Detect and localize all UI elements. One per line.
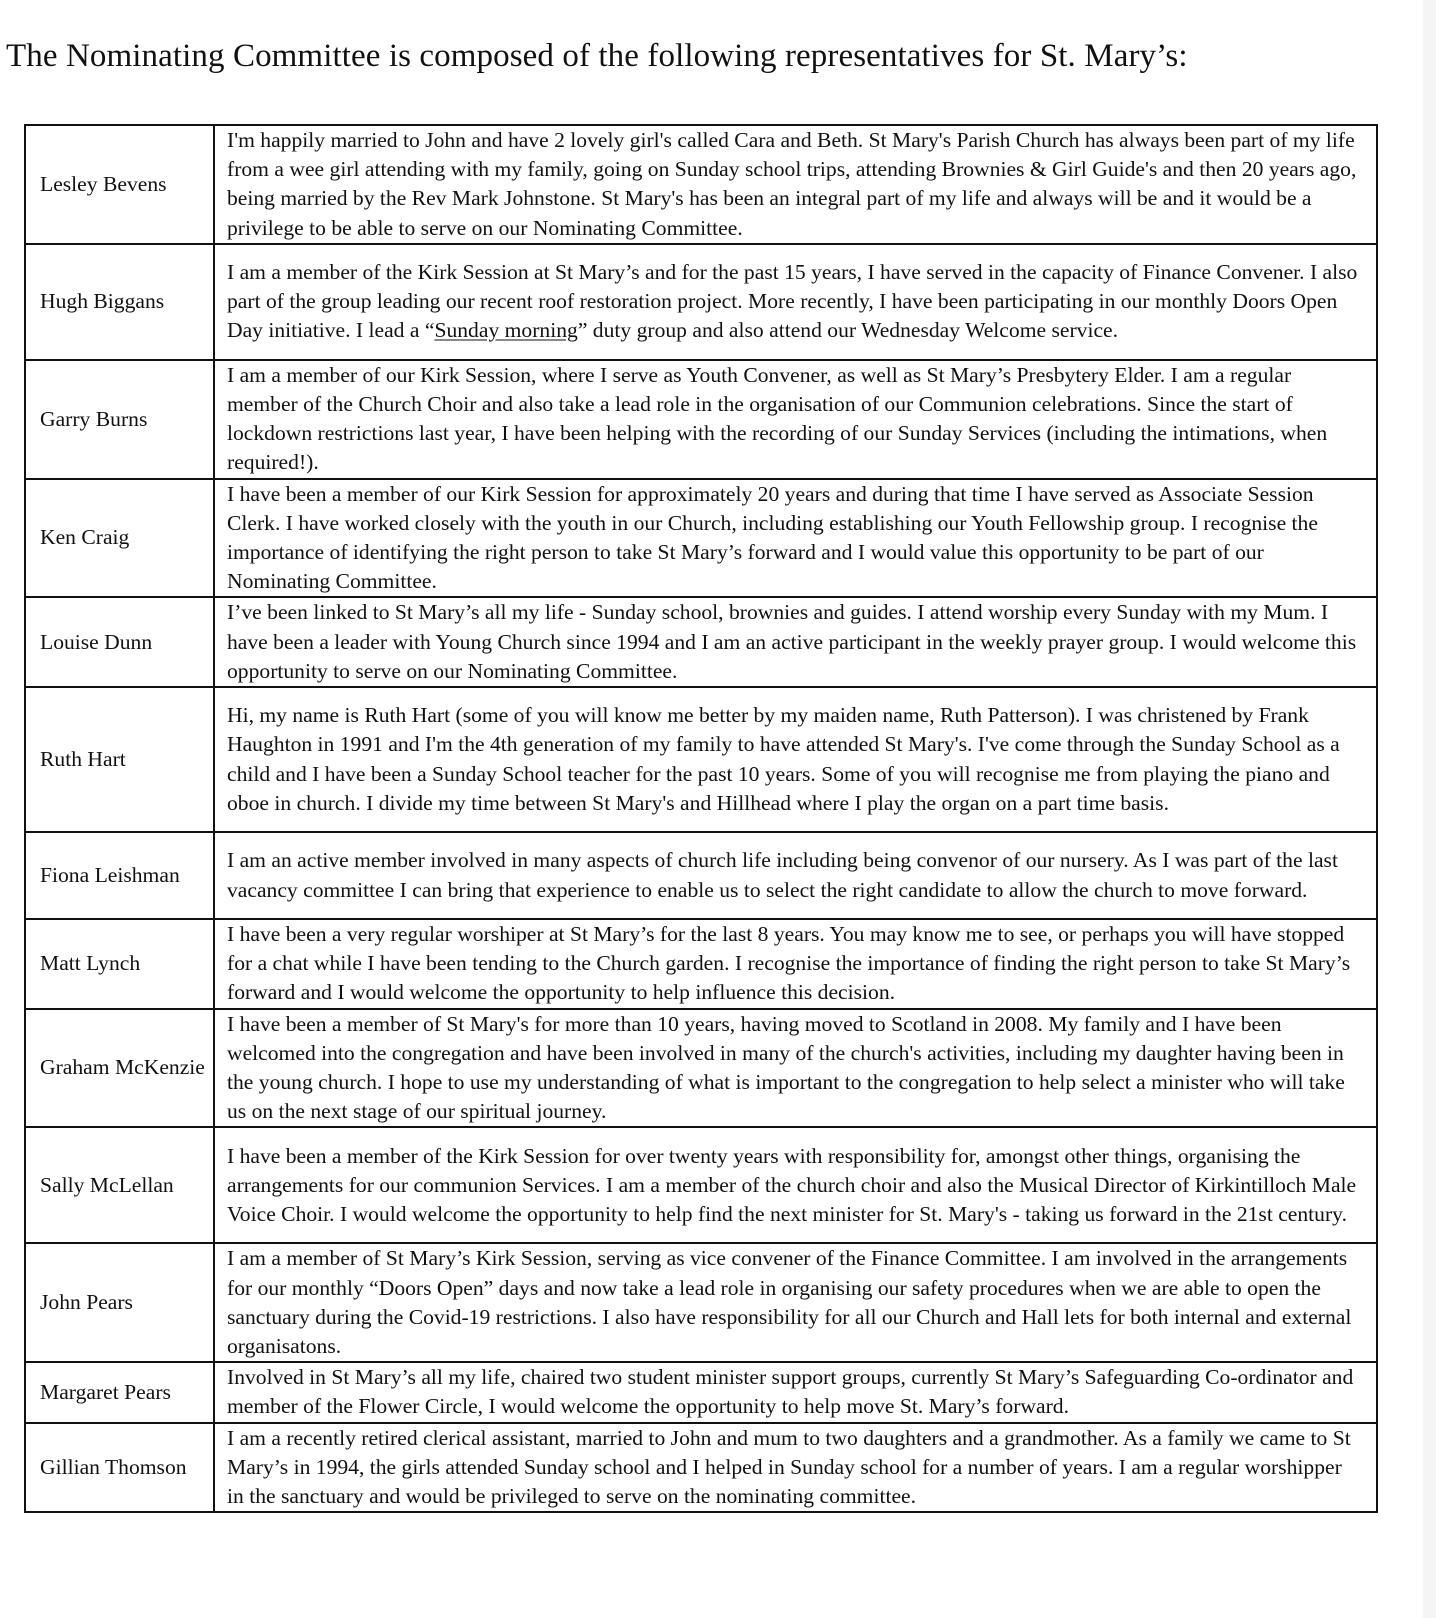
- member-name: Ken Craig: [25, 479, 214, 598]
- member-bio: I'm happily married to John and have 2 lovely girl's called Cara and Beth. St Mary's Parish Church has always been part of my life from a wee girl attending with my family, going on Sunday school trips, attending Brownies & Girl Guide's and then 20 years ago, being married by the Rev Mark Johnstone. St Mary's has been an integral part of my life and always will be and it would be a privilege to be able to serve on our Nominating Committee.: [214, 125, 1377, 244]
- table-row: [25, 1009, 1377, 1128]
- member-name: Lesley Bevens: [25, 125, 214, 244]
- table-row: [25, 919, 1377, 1009]
- member-name: Hugh Biggans: [25, 244, 214, 360]
- table-row: [25, 244, 1377, 360]
- member-bio: I have been a member of the Kirk Session for over twenty years with responsibility for, amongst other things, organising the arrangements for our communion Services. I am a member of the church choir and also the Musical Director of Kirkintilloch Male Voice Choir. I would welcome the opportunity to help find the next minister for St. Mary's - taking us forward in the 21st century.: [214, 1127, 1377, 1243]
- member-bio: I am a member of St Mary’s Kirk Session, serving as vice convener of the Finance Committee. I am involved in the arrangements for our monthly “Doors Open” days and now take a lead role in organising our safety procedures when we are able to open the sanctuary during the Covid-19 restrictions. I also have responsibility for all our Church and Hall lets for both internal and external organisatons.: [214, 1243, 1377, 1362]
- table-row: [25, 479, 1377, 598]
- member-name: John Pears: [25, 1243, 214, 1362]
- table-row: [25, 1423, 1377, 1513]
- member-bio: Involved in St Mary’s all my life, chaired two student minister support groups, currently St Mary’s Safeguarding Co-ordinator and member of the Flower Circle, I would welcome the opportunity to help move St. Mary’s forward.: [214, 1362, 1377, 1422]
- table-row: [25, 597, 1377, 687]
- table-row: [25, 125, 1377, 244]
- table-row: [25, 687, 1377, 832]
- member-name: Louise Dunn: [25, 597, 214, 687]
- member-bio: I’ve been linked to St Mary’s all my life - Sunday school, brownies and guides. I attend worship every Sunday with my Mum. I have been a leader with Young Church since 1994 and I am an active participant in the weekly prayer group. I would welcome this opportunity to serve on our Nominating Committee.: [214, 597, 1377, 687]
- member-bio: Hi, my name is Ruth Hart (some of you will know me better by my maiden name, Ruth Patterson). I was christened by Frank Haughton in 1991 and I'm the 4th generation of my family to have attended St Mary's. I've come through the Sunday School as a child and I have been a Sunday School teacher for the past 10 years. Some of you will recognise me from playing the piano and oboe in church. I divide my time between St Mary's and Hillhead where I play the organ on a part time basis.: [214, 687, 1377, 832]
- scrollbar-track[interactable]: [1423, 0, 1436, 1618]
- member-bio: I am a member of our Kirk Session, where I serve as Youth Convener, as well as St Mary’s Presbytery Elder. I am a regular member of the Church Choir and also take a lead role in the organisation of our Communion celebrations. Since the start of lockdown restrictions last year, I have been helping with the recording of our Sunday Services (including the intimations, when required!).: [214, 360, 1377, 479]
- intro-heading: The Nominating Committee is composed of the following representatives for St. Mary’s:: [6, 38, 1188, 74]
- table-row: [25, 1362, 1377, 1422]
- member-name: Garry Burns: [25, 360, 214, 479]
- bio-text: ” duty group and also attend our Wednesday Welcome service.: [577, 318, 1119, 343]
- member-bio: I have been a member of our Kirk Session for approximately 20 years and during that time I have served as Associate Session Clerk. I have worked closely with the youth in our Church, including establishing our Youth Fellowship group. I recognise the importance of identifying the right person to take St Mary’s forward and I would value this opportunity to be part of our Nominating Committee.: [214, 479, 1377, 598]
- bio-text: I am a member of the Kirk Session at St Mary’s and for the past 15 years, I have served in the capacity of Finance Convener. I also part of the group leading our recent roof restoration project. More recently, I have been participating in our monthly Doors Open Day initiative. I lead a “: [227, 260, 1358, 343]
- member-bio: I have been a very regular worshiper at St Mary’s for the last 8 years. You may know me to see, or perhaps you will have stopped for a chat while I have been tending to the Church garden. I recognise the importance of finding the right person to take St Mary’s forward and I would welcome the opportunity to help influence this decision.: [214, 919, 1377, 1009]
- member-name: Matt Lynch: [25, 919, 214, 1009]
- member-bio: I am an active member involved in many aspects of church life including being convenor of our nursery. As I was part of the last vacancy committee I can bring that experience to enable us to select the right candidate to allow the church to move forward.: [214, 832, 1377, 919]
- member-name: Ruth Hart: [25, 687, 214, 832]
- table-row: [25, 832, 1377, 919]
- member-name: Gillian Thomson: [25, 1423, 214, 1513]
- underlined-phrase: Sunday morning: [434, 318, 578, 343]
- member-bio: I am a recently retired clerical assistant, married to John and mum to two daughters and a grandmother. As a family we came to St Mary’s in 1994, the girls attended Sunday school and I helped in Sunday school for a number of years. I am a regular worshipper in the sanctuary and would be privileged to serve on the nominating committee.: [214, 1423, 1377, 1513]
- member-name: Fiona Leishman: [25, 832, 214, 919]
- committee-table: [24, 124, 1378, 1513]
- member-name: Graham McKenzie: [25, 1009, 214, 1128]
- table-row: [25, 360, 1377, 479]
- table-row: [25, 1127, 1377, 1243]
- member-name: Sally McLellan: [25, 1127, 214, 1243]
- member-name: Margaret Pears: [25, 1362, 214, 1422]
- table-row: [25, 1243, 1377, 1362]
- member-bio: [214, 244, 1377, 360]
- member-bio: I have been a member of St Mary's for more than 10 years, having moved to Scotland in 2008. My family and I have been welcomed into the congregation and have been involved in many of the church's activities, including my daughter having been in the young church. I hope to use my understanding of what is important to the congregation to help select a minister who will take us on the next stage of our spiritual journey.: [214, 1009, 1377, 1128]
